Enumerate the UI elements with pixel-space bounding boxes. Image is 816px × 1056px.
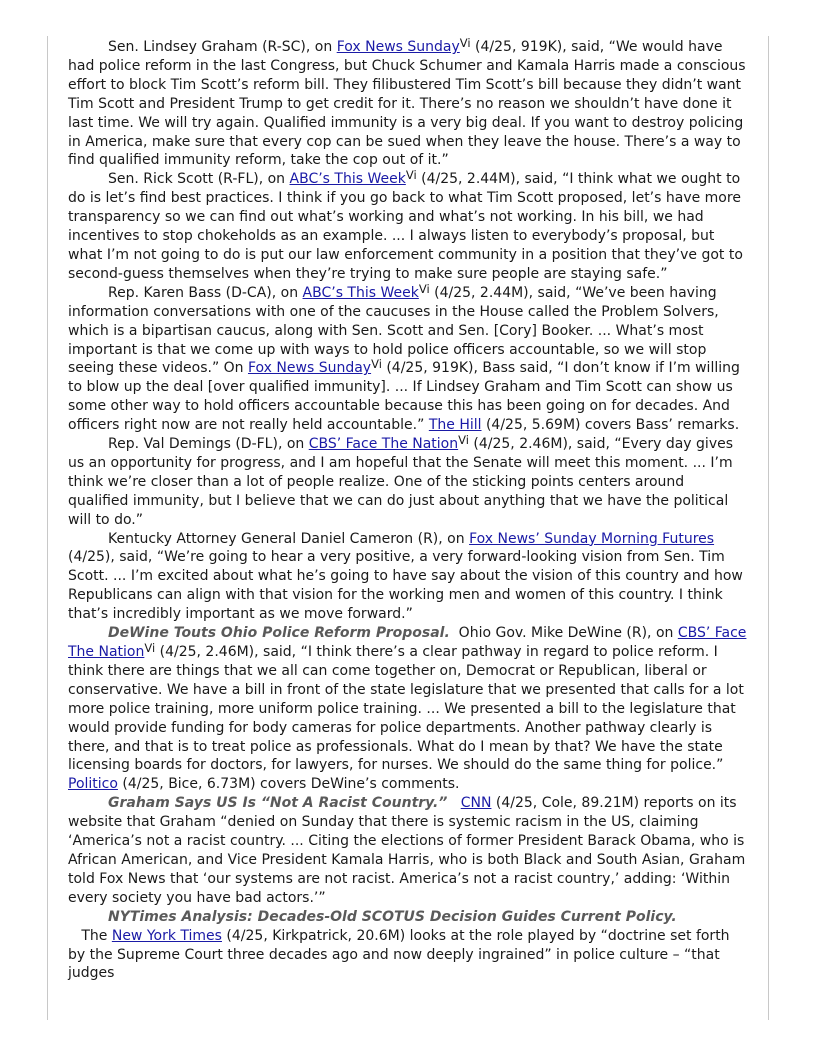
video-indicator[interactable]: Vi (371, 357, 382, 372)
video-indicator[interactable]: Vi (459, 36, 471, 50)
video-indicator[interactable]: Vi (144, 641, 156, 655)
video-indicator[interactable]: Vi (418, 281, 430, 296)
cnn-link[interactable]: CNN (460, 795, 492, 812)
section-heading: DeWine Touts Ohio Police Reform Proposal. (108, 625, 450, 642)
paragraph-rick-scott: Sen. Rick Scott (R-FL), on ABC’s This Week$^{Vi}$ (4/25, 2.44M), said, “I think what we ought to do is let’s find best practices. I think if you go back to what Tim Scott proposed, let’s have more transparency so we can find out what’s working and what’s not working. In his bill, we had incentives to stop chokeholds as an example. ... I always listen to everybody’s proposal, but what I’m not going to do is put our law enforcement community in a position that they’ve got to second-guess themselves when they’re trying to make sure people are staying safe.” (68, 168, 743, 282)
news-briefing-body (68, 38, 748, 983)
paragraph-cameron: Kentucky Attorney General Daniel Cameron (R), on Fox News’ Sunday Morning Futures (4/25), said, “We’re going to hear a very positive, a very forward-looking vision from Sen. Tim Scott. ... I’m excited about what he’s going to have say about the vision of this country and how Republicans can align with that vision for the working men and women of this country. I think that’s incredibly important as we move forward.” (68, 530, 743, 623)
video-indicator[interactable]: Vi (458, 433, 469, 448)
fox-news-sunday-link[interactable]: Fox News Sunday (247, 360, 372, 377)
paragraph-bass: Rep. Karen Bass (D-CA), on ABC’s This Week$^{Vi}$ (4/25, 2.44M), said, “We’ve been having information conversations with one of the caucuses in the House called the Problem Solvers, which is a bipartisan caucus, along with Sen. Scott and Sen. [Cory] Booker. ... What’s most important is that we come up with ways to hold police officers accountable, so we will stop seeing these videos.” On Fox News Sunday$^{Vi}$ (4/25, 919K), Bass said, “I don’t know if I’m willing to blow up the deal [over qualified immunity]. ... If Lindsey Graham and Tim Scott can show us some other way to hold officers accountable because this has been going on for decades. And officers right now are not really held accountable.” The Hill (4/25, 5.69M) covers Bass’ remarks. (68, 281, 740, 434)
abc-this-week-link[interactable]: ABC’s This Week (302, 284, 419, 301)
paragraph-graham-racism: Graham Says US Is “Not A Racist Country.” CNN (4/25, Cole, 89.21M) reports on its website that Graham “denied on Sunday that there is systemic racism in the US, claiming ‘America’s not a racist country. ... Citing the elections of former President Barack Obama, who is African American, and Vice President Kamala Harris, who is both Black and South Asian, Graham told Fox News that ‘our systems are not racist. America’s not a racist country,’ adding: ‘Within every society you have bad actors.’” (68, 795, 746, 906)
section-heading: Graham Says US Is “Not A Racist Country.” (108, 795, 448, 812)
paragraph-nytimes: NYTimes Analysis: Decades-Old SCOTUS Decision Guides Current Policy. The New York Times (4/25, Kirkpatrick, 20.6M) looks at the role played by “doctrine set forth by the Supreme Court three decades ago and now deeply ingrained” in police culture – “that judges (68, 908, 730, 982)
paragraph-dewine: DeWine Touts Ohio Police Reform Proposal. Ohio Gov. Mike DeWine (R), on CBS’ Face The Nation$^{Vi}$ (4/25, 2.46M), said, “I think there’s a clear pathway in regard to police reform. I think there are things that we all can come together on, Democrat or Republican, liberal or conservative. We have a bill in front of the state legislature that we presented that calls for a lot more police training, more uniform police training. ... We presented a bill to the legislature that would provide funding for body cameras for police departments. Another pathway clearly is there, and that is to treat police as professionals. What do I mean by that? We have the state licensing boards for doctors, for lawyers, for nurses. We should do the same thing for police.” Politico (4/25, Bice, 6.73M) covers DeWine’s comments. (68, 625, 747, 793)
left-margin-rule (47, 36, 48, 1020)
politico-link[interactable]: Politico (68, 776, 118, 793)
abc-this-week-link[interactable]: ABC’s This Week (289, 171, 406, 188)
fox-news-sunday-link[interactable]: Fox News Sunday (336, 39, 460, 55)
section-heading: NYTimes Analysis: Decades-Old SCOTUS Decision Guides Current Policy. (108, 908, 677, 925)
the-hill-link[interactable]: The Hill (428, 417, 482, 434)
cbs-face-the-nation-link[interactable]: CBS’ Face The Nation (68, 625, 747, 660)
right-margin-rule (768, 36, 769, 1020)
fox-sunday-morning-futures-link[interactable]: Fox News’ Sunday Morning Futures (469, 530, 715, 547)
paragraph-demings: Rep. Val Demings (D-FL), on CBS’ Face The Nation$^{Vi}$ (4/25, 2.46M), said, “Every day gives us an opportunity for progress, and I am hopeful that the Senate will meet this moment. ... I’m think we’re closer than a lot of people realize. One of the sticking points centers around qualified immunity, but I believe that we can do just about anything that we have the political will to do.” (68, 433, 734, 528)
cbs-face-the-nation-link[interactable]: CBS’ Face The Nation (308, 436, 459, 453)
new-york-times-link[interactable]: New York Times (111, 927, 222, 944)
video-indicator[interactable]: Vi (405, 168, 417, 183)
paragraph-graham: Sen. Lindsey Graham (R-SC), on Fox News Sunday$^{Vi}$ (4/25, 919K), said, “We would have had police reform in the last Congress, but Chuck Schumer and Kamala Harris made a conscious effort to block Tim Scott’s reform bill. They filibustered Tim Scott’s bill because they didn’t want Tim Scott and President Trump to get credit for it. There’s no reason we shouldn’t have done it last time. We will try again. Qualified immunity is a very big deal. If you want to destroy policing in America, make sure that every cop can be sued when they leave the house. There’s a way to find qualified immunity reform, take the cop out of it.” (68, 36, 746, 169)
